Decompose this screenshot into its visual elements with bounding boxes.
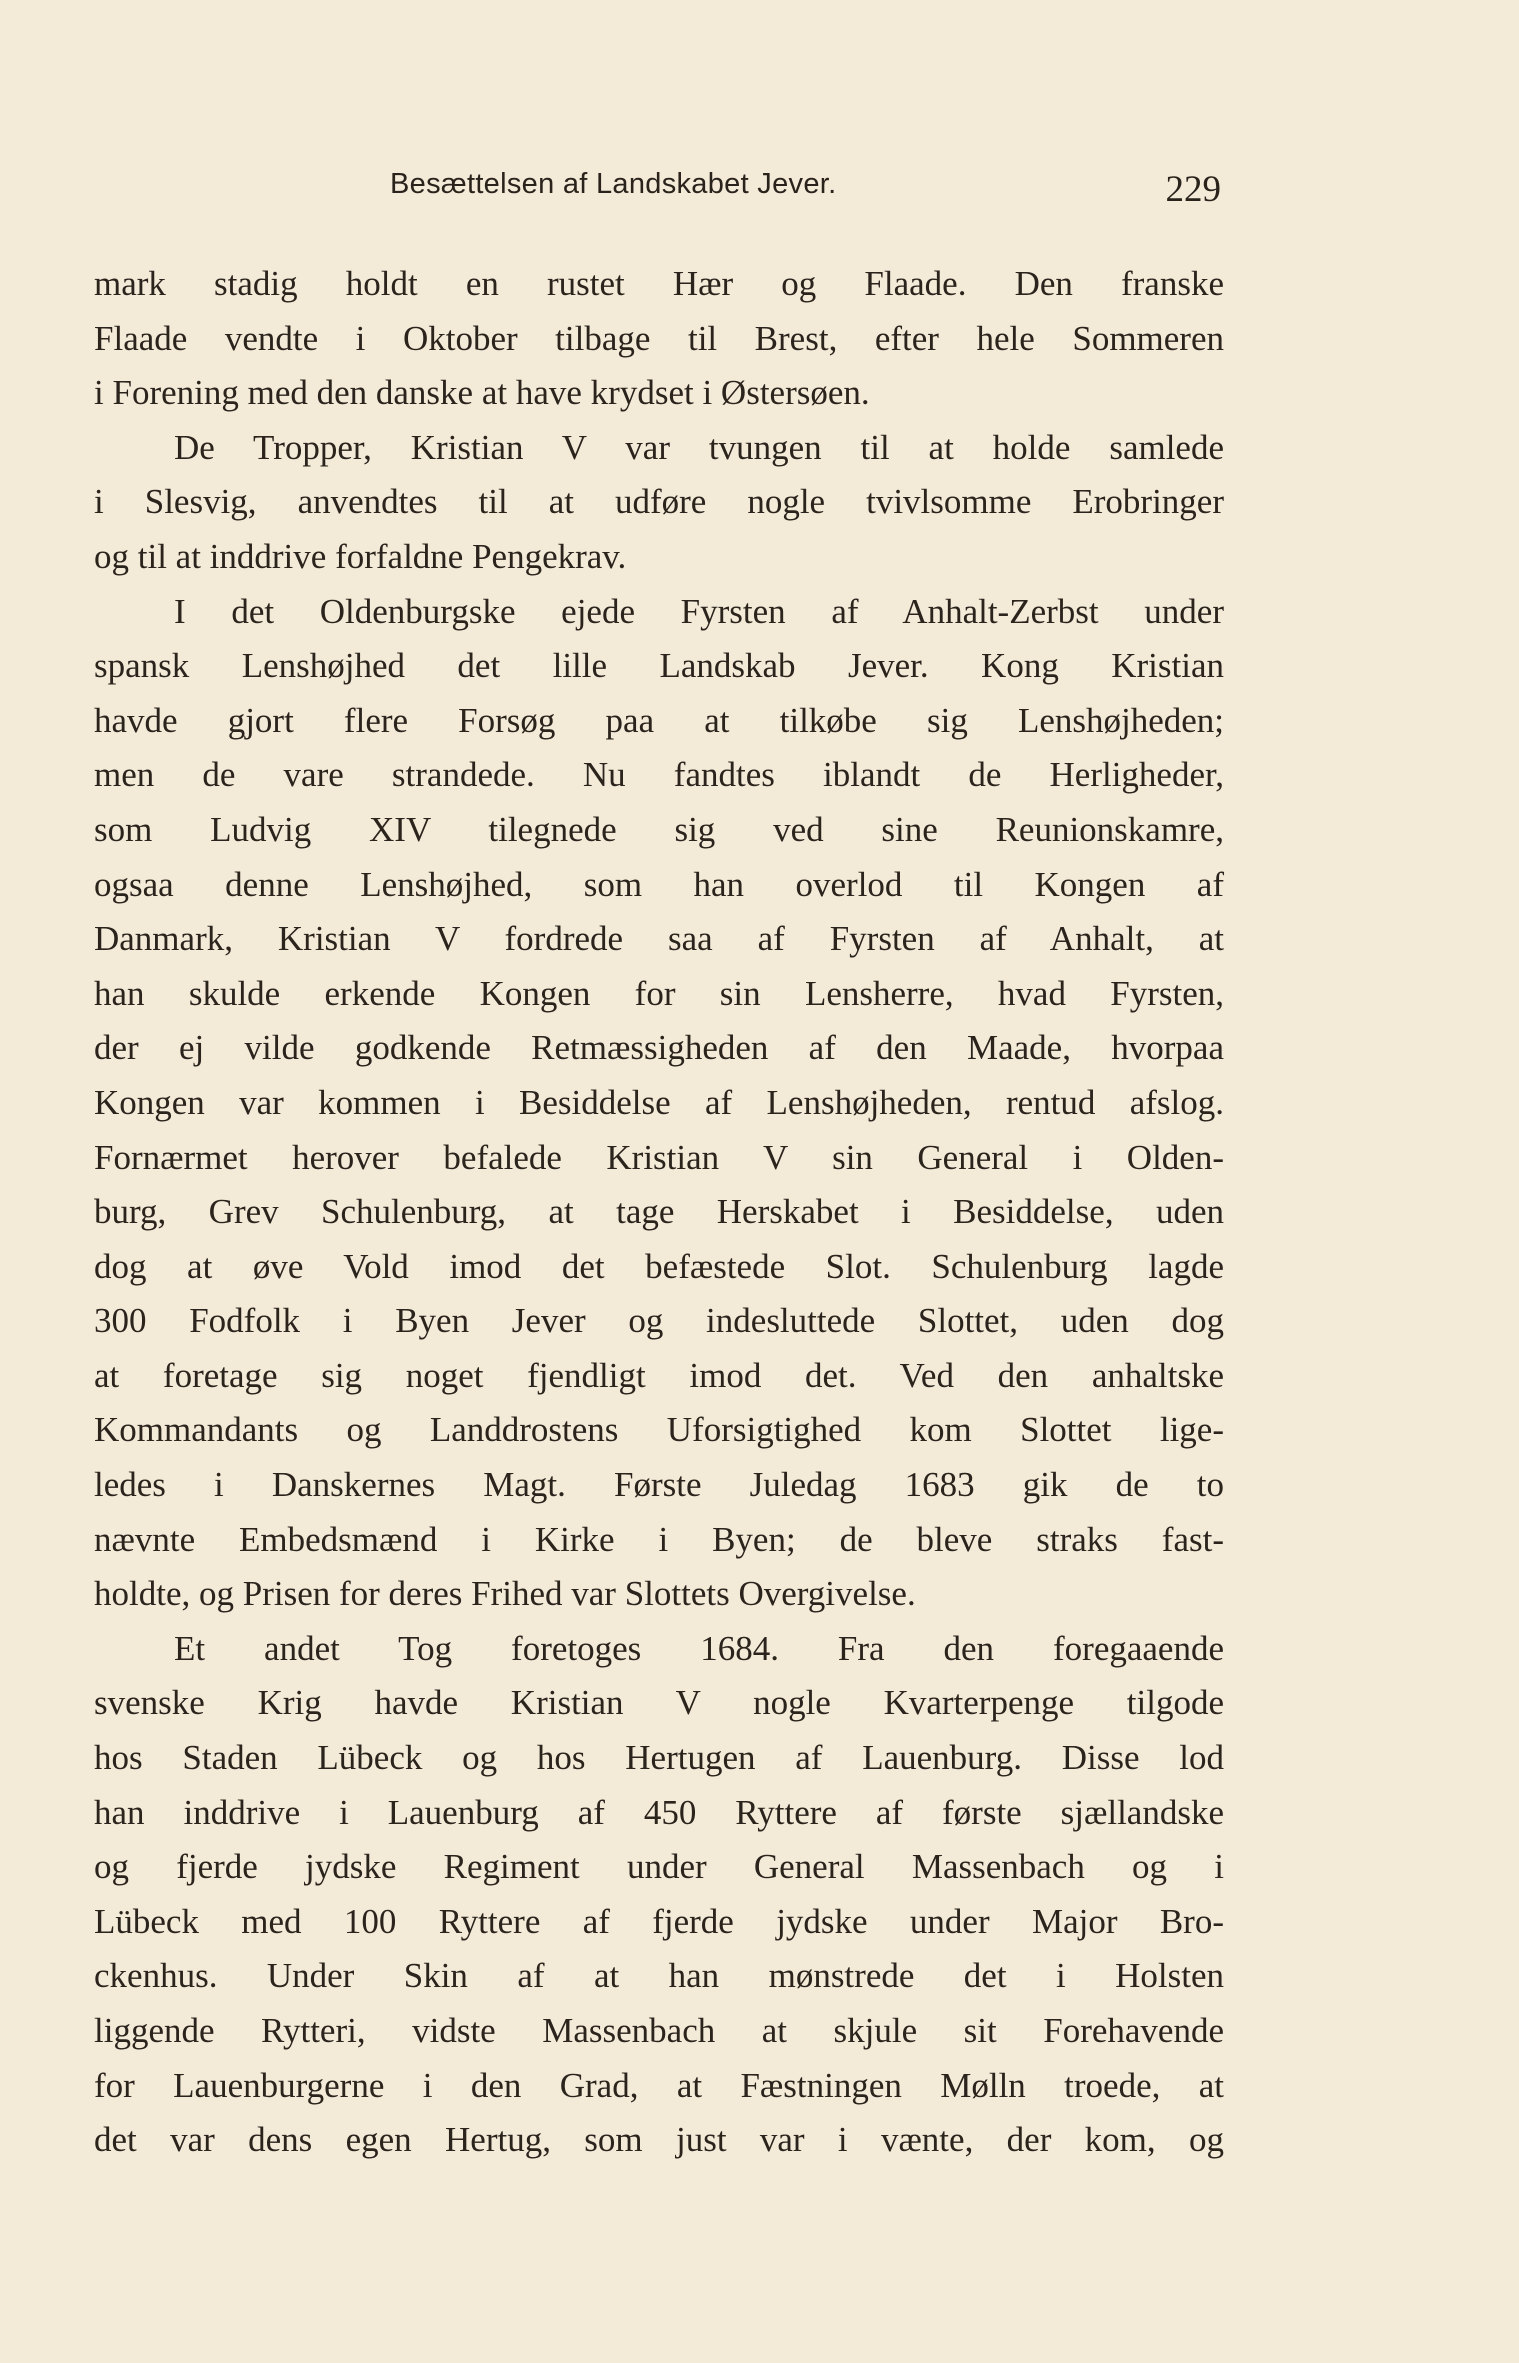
- text-line: Kongen var kommen i Besiddelse af Lenshøjheden, rentud afslog.: [94, 1082, 1224, 1122]
- text-line: mark stadig holdt en rustet Hær og Flaade. Den franske: [94, 264, 1224, 303]
- text-line: i Slesvig, anvendtes til at udføre nogle tvivlsomme Erobringer: [94, 482, 1224, 522]
- text-line: liggende Rytteri, vidste Massenbach at skjule sit Forehavende: [94, 2011, 1224, 2050]
- text-line: at foretage sig noget fjendligt imod det. Ved den anhaltske: [94, 1355, 1224, 1395]
- text-line: for Lauenburgerne i den Grad, at Fæstningen Mølln troede, at: [94, 2065, 1224, 2105]
- text-line: i Forening med den danske at have krydset i Østersøen.: [94, 373, 870, 413]
- text-line: Flaade vendte i Oktober tilbage til Brest, efter hele Sommeren: [94, 318, 1224, 358]
- text-line: Lübeck med 100 Ryttere af fjerde jydske under Major Bro-: [94, 1901, 1224, 1941]
- text-line: Fornærmet herover befalede Kristian V sin General i Olden-: [94, 1137, 1224, 1177]
- text-line: han skulde erkende Kongen for sin Lensherre, hvad Fyrsten,: [94, 973, 1224, 1013]
- text-line: hos Staden Lübeck og hos Hertugen af Lauenburg. Disse lod: [94, 1738, 1224, 1778]
- text-line: dog at øve Vold imod det befæstede Slot. Schulenburg lagde: [94, 1246, 1224, 1286]
- text-line: ledes i Danskernes Magt. Første Juledag 1683 gik de to: [94, 1465, 1224, 1505]
- text-line: burg, Grev Schulenburg, at tage Herskabet i Besiddelse, uden: [94, 1192, 1224, 1232]
- running-head: Besættelsen af Landskabet Jever.: [390, 168, 837, 200]
- text-line: som Ludvig XIV tilegnede sig ved sine Reunionskamre,: [94, 809, 1224, 849]
- text-line: og fjerde jydske Regiment under General Massenbach og i: [94, 1847, 1224, 1887]
- text-line: nævnte Embedsmænd i Kirke i Byen; de bleve straks fast-: [94, 1519, 1224, 1559]
- text-line: De Tropper, Kristian V var tvungen til at holde samlede: [174, 427, 1224, 467]
- text-line: Kommandants og Landdrostens Uforsigtighed kom Slottet lige-: [94, 1410, 1224, 1450]
- text-line: Danmark, Kristian V fordrede saa af Fyrsten af Anhalt, at: [94, 919, 1224, 959]
- text-line: I det Oldenburgske ejede Fyrsten af Anhalt-Zerbst under: [174, 591, 1224, 631]
- text-line: 300 Fodfolk i Byen Jever og indesluttede Slottet, uden dog: [94, 1301, 1224, 1341]
- body-text: [94, 257, 1224, 2168]
- text-line: svenske Krig havde Kristian V nogle Kvarterpenge tilgode: [94, 1683, 1224, 1723]
- text-line: havde gjort flere Forsøg paa at tilkøbe sig Lenshøjheden;: [94, 700, 1224, 740]
- text-line: Et andet Tog foretoges 1684. Fra den foregaaende: [174, 1628, 1224, 1668]
- text-line: spansk Lenshøjhed det lille Landskab Jever. Kong Kristian: [94, 646, 1224, 686]
- page-number: 229: [1165, 169, 1221, 210]
- text-line: og til at inddrive forfaldne Pengekrav.: [94, 536, 627, 576]
- text-line: ogsaa denne Lenshøjhed, som han overlod til Kongen af: [94, 864, 1224, 904]
- text-line: holdte, og Prisen for deres Frihed var Slottets Overgivelse.: [94, 1574, 916, 1614]
- text-line: der ej vilde godkende Retmæssigheden af den Maade, hvorpaa: [94, 1028, 1224, 1068]
- text-line: ckenhus. Under Skin af at han mønstrede det i Holsten: [94, 1956, 1224, 1996]
- text-line: han inddrive i Lauenburg af 450 Ryttere af første sjællandske: [94, 1792, 1224, 1832]
- text-line: det var dens egen Hertug, som just var i vænte, der kom, og: [94, 2120, 1224, 2160]
- text-line: men de vare strandede. Nu fandtes iblandt de Herligheder,: [94, 755, 1224, 795]
